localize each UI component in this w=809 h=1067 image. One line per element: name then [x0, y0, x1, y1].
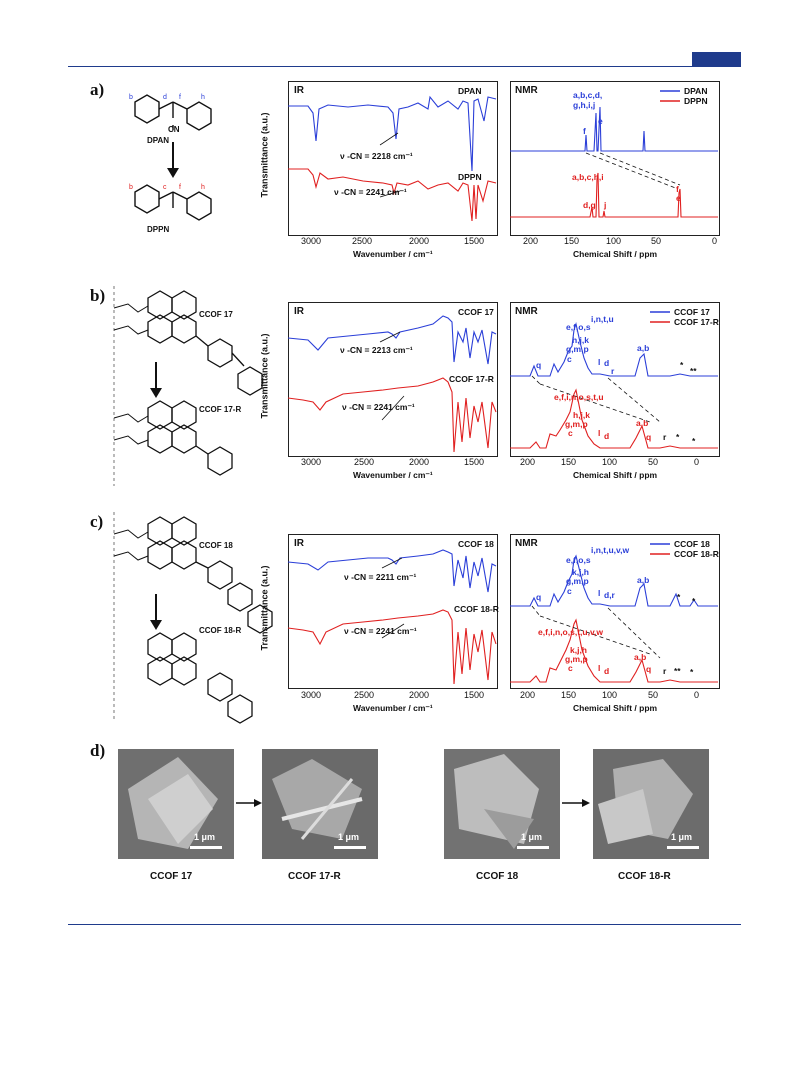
nmr-b-legend-bottom: CCOF 17-R — [674, 317, 719, 327]
nmr-c-legend-bottom: CCOF 18-R — [674, 549, 719, 559]
sem-caption: CCOF 18-R — [618, 871, 671, 882]
nmr-a-peak-label: f — [583, 126, 586, 136]
nmr-c-xlabel: Chemical Shift / ppm — [573, 703, 658, 713]
svg-text:h: h — [201, 94, 205, 101]
nmr-a-tick: 100 — [606, 236, 622, 246]
header-rule — [68, 66, 741, 67]
nmr-b-peak-label: e,f,o,s — [566, 322, 591, 332]
ir-c-xlabel: Wavenumber / cm⁻¹ — [353, 703, 433, 713]
sem-image-ccof17 — [118, 749, 234, 859]
nmr-c-tick: 150 — [561, 690, 577, 700]
nmr-a-xlabel: Chemical Shift / ppm — [573, 249, 658, 259]
nmr-c-title: NMR — [515, 538, 538, 549]
ir-a-xlabel: Wavenumber / cm⁻¹ — [353, 249, 433, 259]
nmr-a-tick: 200 — [523, 236, 539, 246]
nmr-c-peak-label: e,f,o,s — [566, 555, 591, 565]
dppn-label: DPPN — [147, 225, 170, 234]
nmr-a-legend-dppn: DPPN — [684, 96, 708, 106]
arrow-right-icon — [562, 798, 590, 808]
nmr-a-tick: 50 — [651, 236, 662, 246]
nmr-b-peak-label: r — [663, 432, 667, 442]
ir-a-title: IR — [294, 85, 304, 96]
ir-c-legend-bottom: CCOF 18-R — [454, 604, 499, 614]
nmr-c-tick: 100 — [602, 690, 618, 700]
nmr-c-peak-label: d,r — [604, 590, 615, 600]
ir-c-legend-top: CCOF 18 — [458, 539, 494, 549]
scale-label: 1 μm — [671, 832, 693, 842]
nmr-b-tick: 50 — [648, 457, 659, 467]
ir-c-tick: 3000 — [301, 690, 322, 700]
nmr-b-peak-label: d — [604, 431, 610, 441]
nmr-c-peak-label: k,j,h — [570, 645, 588, 655]
nmr-a-peak-label: e — [676, 193, 681, 203]
svg-text:b: b — [129, 184, 133, 191]
ir-c-ylabel: Transmittance (a.u.) — [259, 565, 270, 651]
ir-b-legend-top: CCOF 17 — [458, 307, 494, 317]
nmr-c-peak-label: q — [646, 664, 652, 674]
nmr-c-peak-label: a,b — [634, 652, 647, 662]
nmr-c-peak-label: a,b — [637, 575, 650, 585]
nmr-c-peak-label: d — [604, 666, 610, 676]
nmr-b-peak-label: c — [567, 354, 572, 364]
nmr-a-peak-label: d,g — [583, 200, 596, 210]
svg-text:h: h — [201, 184, 205, 191]
ir-c-tick: 2000 — [409, 690, 430, 700]
nmr-c-peak-label: k,j,h — [572, 567, 590, 577]
ccof18-structure — [108, 512, 278, 722]
ir-b-title: IR — [294, 306, 304, 317]
nmr-c-peak-label: l — [598, 663, 601, 673]
nmr-b-peak-label: * — [692, 436, 696, 446]
ir-b-legend-bottom: CCOF 17-R — [449, 374, 494, 384]
scale-bar — [190, 846, 222, 849]
ir-a-legend-bottom: DPPN — [458, 172, 482, 182]
dpan-label: DPAN — [147, 136, 170, 145]
ccof17-label: CCOF 17 — [199, 310, 233, 319]
panel-label-c: c) — [90, 512, 104, 531]
ir-a-ylabel: Transmittance (a.u.) — [259, 112, 270, 198]
sem-caption: CCOF 17 — [150, 871, 193, 882]
svg-text:b: b — [129, 94, 133, 101]
ir-b-ylabel: Transmittance (a.u.) — [259, 333, 270, 419]
nmr-b-tick: 150 — [561, 457, 577, 467]
sem-caption: CCOF 18 — [476, 871, 519, 882]
nmr-c-peak-label: g,m,p — [565, 654, 588, 664]
footer-rule — [68, 924, 741, 925]
sem-image-ccof18r — [593, 749, 709, 859]
nmr-c-peak-label: * — [677, 592, 681, 602]
nmr-b-peak-label: h,j,k — [573, 410, 591, 420]
ir-c-tick: 1500 — [464, 690, 485, 700]
nmr-b-peak-label: * — [676, 432, 680, 442]
nmr-b-tick: 100 — [602, 457, 618, 467]
ir-b-annot-top: ν -CN = 2213 cm⁻¹ — [340, 345, 413, 355]
nmr-a-peak-label: a,b,c,h,i — [572, 172, 604, 182]
scale-label: 1 μm — [338, 832, 360, 842]
nmr-c-legend-top: CCOF 18 — [674, 539, 710, 549]
nmr-a-peak-label: a,b,c,d, — [573, 90, 603, 100]
scale-label: 1 μm — [194, 832, 216, 842]
nmr-b-peak-label: d — [604, 358, 610, 368]
ccof17r-label: CCOF 17-R — [199, 405, 242, 414]
ir-c-annot-top: ν -CN = 2211 cm⁻¹ — [344, 572, 417, 582]
nmr-c-peak-label: i,n,t,u,v,w — [591, 545, 630, 555]
nmr-c-tick: 200 — [520, 690, 536, 700]
nmr-b-peak-label: e,f,i,n,o,s,t,u — [554, 392, 604, 402]
svg-text:c: c — [163, 184, 167, 191]
nmr-c-peak-label: e,f,i,n,o,s,t,u,v,w — [538, 627, 604, 637]
nmr-c-peak-label: c — [567, 586, 572, 596]
nmr-c-peak-label: ** — [674, 666, 681, 676]
scale-bar — [334, 846, 366, 849]
panel-label-b: b) — [90, 286, 106, 305]
nmr-b-peak-label: a,b — [636, 418, 649, 428]
ir-a-tick: 2500 — [352, 236, 373, 246]
dpan-structure — [115, 82, 235, 232]
nmr-c-peak-label: q — [536, 592, 542, 602]
ir-a-tick: 2000 — [409, 236, 430, 246]
sem-image-ccof17r — [262, 749, 378, 859]
nmr-a-tick: 0 — [712, 236, 718, 246]
nmr-b-peak-label: g,m,p — [565, 419, 588, 429]
nmr-b-peak-label: h,j,k — [572, 335, 590, 345]
nmr-b-peak-label: g,m,p — [566, 344, 589, 354]
nmr-b-peak-label: q — [646, 432, 652, 442]
ir-c-tick: 2500 — [354, 690, 375, 700]
ir-b-tick: 1500 — [464, 457, 485, 467]
nmr-a-peak-label: f — [676, 184, 679, 194]
scale-label: 1 μm — [521, 832, 543, 842]
nmr-b-legend-top: CCOF 17 — [674, 307, 710, 317]
nmr-a-title: NMR — [515, 85, 538, 96]
nmr-b-peak-label: c — [568, 428, 573, 438]
dpan-cn-label: CN — [168, 125, 180, 134]
nmr-b-peak-label: l — [598, 428, 601, 438]
ir-c-annot-bottom: ν -CN = 2241 cm⁻¹ — [344, 626, 417, 636]
nmr-a-tick: 150 — [564, 236, 580, 246]
sem-image-ccof18 — [444, 749, 560, 859]
nmr-b-peak-label: ** — [690, 366, 697, 376]
sem-caption: CCOF 17-R — [288, 871, 341, 882]
ccof18r-label: CCOF 18-R — [199, 626, 242, 635]
nmr-c-peak-label: * — [692, 596, 696, 606]
nmr-b-title: NMR — [515, 306, 538, 317]
nmr-b-peak-label: * — [680, 360, 684, 370]
ir-a-legend-top: DPAN — [458, 86, 482, 96]
svg-text:f: f — [179, 94, 181, 101]
ir-c-title: IR — [294, 538, 304, 549]
nmr-a-peak-label: j — [604, 200, 607, 210]
header-accent-mark — [692, 52, 741, 66]
ir-a-annot-top: ν -CN = 2218 cm⁻¹ — [340, 151, 413, 161]
ir-b-annot-bottom: ν -CN = 2241 cm⁻¹ — [342, 402, 415, 412]
nmr-b-peak-label: i,n,t,u — [591, 314, 614, 324]
ir-a-annot-bottom: ν -CN = 2241 cm⁻¹ — [334, 187, 407, 197]
nmr-a-peak-label: e — [598, 116, 603, 126]
nmr-c-peak-label: c — [568, 663, 573, 673]
nmr-c-peak-label: l — [598, 588, 601, 598]
ir-b-xlabel: Wavenumber / cm⁻¹ — [353, 470, 433, 480]
panel-label-d: d) — [90, 741, 106, 760]
ir-b-tick: 3000 — [301, 457, 322, 467]
nmr-b-xlabel: Chemical Shift / ppm — [573, 470, 658, 480]
svg-text:f: f — [179, 184, 181, 191]
nmr-c-tick: 0 — [694, 690, 700, 700]
nmr-c-tick: 50 — [648, 690, 659, 700]
nmr-b-peak-label: a,b — [637, 343, 650, 353]
scale-bar — [517, 846, 549, 849]
nmr-c-peak-label: r — [663, 666, 667, 676]
nmr-a-legend-dpan: DPAN — [684, 86, 708, 96]
nmr-b-peak-label: l — [598, 357, 601, 367]
scale-bar — [667, 846, 699, 849]
ccof17-structure — [108, 286, 268, 486]
nmr-a-peak-label: g,h,i,j — [573, 100, 596, 110]
arrow-right-icon — [236, 798, 262, 808]
panel-label-a: a) — [90, 80, 105, 99]
svg-text:d: d — [163, 94, 167, 101]
ir-a-tick: 1500 — [464, 236, 485, 246]
ir-b-tick: 2000 — [409, 457, 430, 467]
nmr-c-peak-label: * — [690, 667, 694, 677]
nmr-b-peak-label: q — [536, 360, 542, 370]
ccof18-label: CCOF 18 — [199, 541, 233, 550]
nmr-b-peak-label: r — [611, 366, 615, 376]
nmr-b-tick: 200 — [520, 457, 536, 467]
ir-b-tick: 2500 — [354, 457, 375, 467]
nmr-b-tick: 0 — [694, 457, 700, 467]
nmr-c-peak-label: g,m,p — [566, 576, 589, 586]
ir-a-tick: 3000 — [301, 236, 322, 246]
